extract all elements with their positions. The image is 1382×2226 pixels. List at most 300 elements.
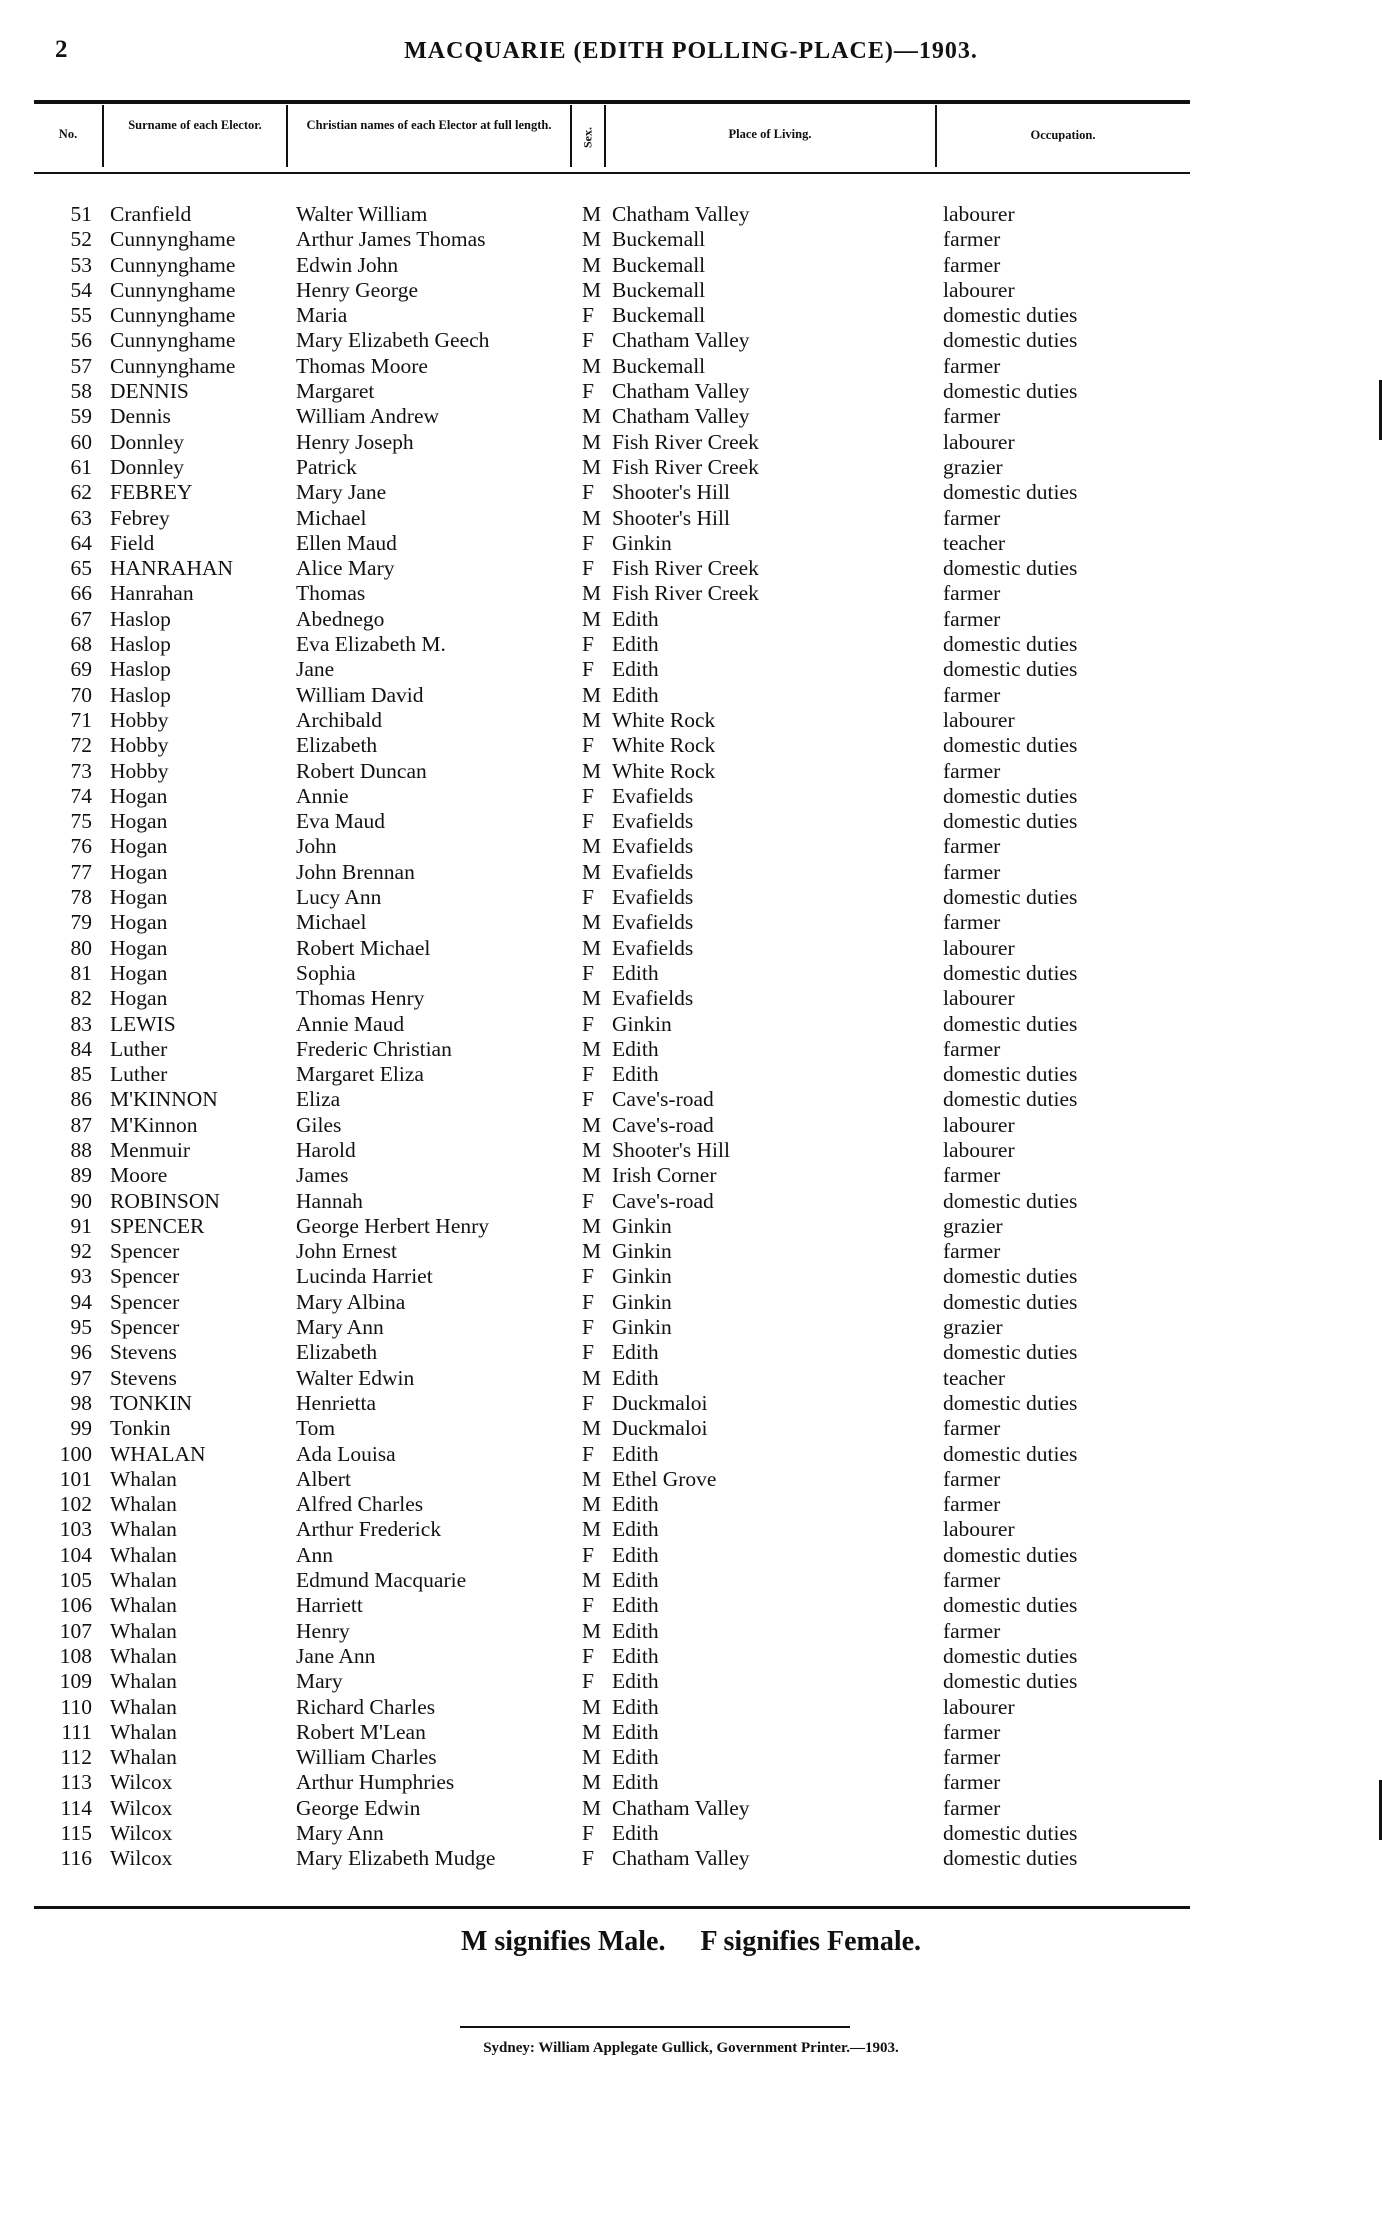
table-row xyxy=(0,1340,1382,1365)
entry-number: 81 xyxy=(70,960,92,985)
occupation: farmer xyxy=(943,606,1001,631)
sex: M xyxy=(582,1517,602,1542)
header-top-rule xyxy=(34,100,1190,104)
sex: F xyxy=(582,1062,594,1087)
table-row xyxy=(0,1517,1382,1542)
occupation: farmer xyxy=(943,758,1001,783)
occupation: labourer xyxy=(943,986,1015,1011)
table-row xyxy=(0,834,1382,859)
entry-number: 110 xyxy=(60,1694,92,1719)
surname: DENNIS xyxy=(110,379,189,404)
sex: M xyxy=(582,910,602,935)
place-of-living: Edith xyxy=(612,1770,659,1795)
entry-number: 74 xyxy=(70,783,92,808)
place-of-living: Edith xyxy=(612,1745,659,1770)
table-row xyxy=(0,632,1382,657)
place-of-living: Edith xyxy=(612,1618,659,1643)
place-of-living: Buckemall xyxy=(612,227,706,252)
entry-number: 97 xyxy=(70,1365,92,1390)
occupation: farmer xyxy=(943,1719,1001,1744)
place-of-living: Edith xyxy=(612,657,659,682)
table-row xyxy=(0,1416,1382,1441)
entry-number: 99 xyxy=(70,1416,92,1441)
place-of-living: Edith xyxy=(612,1568,659,1593)
occupation: farmer xyxy=(943,682,1001,707)
place-of-living: Edith xyxy=(612,1062,659,1087)
place-of-living: White Rock xyxy=(612,733,716,758)
occupation: domestic duties xyxy=(943,1593,1078,1618)
sex: F xyxy=(582,783,594,808)
occupation: domestic duties xyxy=(943,1264,1078,1289)
column-divider xyxy=(570,105,572,167)
place-of-living: Ginkin xyxy=(612,1239,672,1264)
table-row xyxy=(0,202,1382,227)
entry-number: 98 xyxy=(70,1390,92,1415)
header-bottom-rule xyxy=(34,172,1190,174)
table-row xyxy=(0,1391,1382,1416)
christian-names: Patrick xyxy=(296,454,357,479)
entry-number: 52 xyxy=(70,227,92,252)
christian-names: Alfred Charles xyxy=(296,1492,424,1517)
place-of-living: Evafields xyxy=(612,986,694,1011)
christian-names: Lucinda Harriet xyxy=(296,1264,433,1289)
christian-names: Annie xyxy=(296,783,349,808)
place-of-living: Edith xyxy=(612,1517,659,1542)
sex: M xyxy=(582,1492,602,1517)
christian-names: Maria xyxy=(296,303,348,328)
occupation: domestic duties xyxy=(943,1011,1078,1036)
table-row xyxy=(0,1821,1382,1846)
surname: Whalan xyxy=(110,1719,177,1744)
place-of-living: Shooter's Hill xyxy=(612,480,730,505)
christian-names: Henry Joseph xyxy=(296,429,414,454)
page-title: MACQUARIE (EDITH POLLING-PLACE)—1903. xyxy=(404,38,978,64)
table-row xyxy=(0,657,1382,682)
christian-names: Mary Albina xyxy=(296,1289,406,1314)
place-of-living: Shooter's Hill xyxy=(612,1137,730,1162)
occupation: domestic duties xyxy=(943,303,1078,328)
surname: M'Kinnon xyxy=(110,1112,198,1137)
christian-names: Giles xyxy=(296,1112,342,1137)
footer-rule xyxy=(460,2026,850,2028)
surname: Donnley xyxy=(110,429,185,454)
table-row xyxy=(0,455,1382,480)
legend-male: M signifies Male. xyxy=(460,1926,666,1957)
sex: M xyxy=(582,1568,602,1593)
column-header-place: Place of Living. xyxy=(728,127,812,141)
sex: F xyxy=(582,1264,594,1289)
entry-number: 77 xyxy=(70,859,92,884)
entry-number: 53 xyxy=(70,252,92,277)
column-header-christian: Christian names of each Elector at full length. xyxy=(306,118,552,132)
table-bottom-rule xyxy=(34,1906,1190,1909)
occupation: farmer xyxy=(943,1745,1001,1770)
sex: M xyxy=(582,429,602,454)
place-of-living: Evafields xyxy=(612,935,694,960)
surname: Cunnynghame xyxy=(110,303,236,328)
entry-number: 61 xyxy=(70,454,92,479)
place-of-living: Duckmaloi xyxy=(612,1390,708,1415)
christian-names: Jane Ann xyxy=(296,1643,376,1668)
sex: F xyxy=(582,632,594,657)
entry-number: 93 xyxy=(70,1264,92,1289)
sex: M xyxy=(582,1213,602,1238)
table-row xyxy=(0,1138,1382,1163)
table-row xyxy=(0,303,1382,328)
christian-names: Henry xyxy=(296,1618,350,1643)
sex: F xyxy=(582,328,594,353)
column-divider xyxy=(102,105,104,167)
entry-number: 100 xyxy=(59,1441,92,1466)
christian-names: Mary Elizabeth Geech xyxy=(296,328,490,353)
entry-number: 101 xyxy=(59,1466,92,1491)
sex: M xyxy=(582,1036,602,1061)
christian-names: Ellen Maud xyxy=(296,530,397,555)
christian-names: George Herbert Henry xyxy=(296,1213,490,1238)
surname: Hogan xyxy=(110,960,168,985)
place-of-living: Buckemall xyxy=(612,303,706,328)
table-row xyxy=(0,910,1382,935)
surname: ROBINSON xyxy=(110,1188,220,1213)
place-of-living: Edith xyxy=(612,1593,659,1618)
christian-names: Robert Michael xyxy=(296,935,431,960)
surname: Whalan xyxy=(110,1466,177,1491)
occupation: farmer xyxy=(943,353,1001,378)
sex: M xyxy=(582,404,602,429)
column-header-occupation: Occupation. xyxy=(1030,128,1096,142)
entry-number: 94 xyxy=(70,1289,92,1314)
occupation: domestic duties xyxy=(943,1188,1078,1213)
table-row xyxy=(0,1644,1382,1669)
sex: F xyxy=(582,530,594,555)
place-of-living: Edith xyxy=(612,1719,659,1744)
column-header-surname: Surname of each Elector. xyxy=(128,118,262,132)
surname: Whalan xyxy=(110,1694,177,1719)
place-of-living: Chatham Valley xyxy=(612,404,750,429)
sex: F xyxy=(582,809,594,834)
surname: Moore xyxy=(110,1163,168,1188)
surname: Cunnynghame xyxy=(110,252,236,277)
entry-number: 91 xyxy=(70,1213,92,1238)
christian-names: Hannah xyxy=(296,1188,363,1213)
entry-number: 51 xyxy=(70,202,92,226)
place-of-living: Ginkin xyxy=(612,1264,672,1289)
occupation: farmer xyxy=(943,227,1001,252)
entry-number: 84 xyxy=(70,1036,92,1061)
surname: Cunnynghame xyxy=(110,353,236,378)
occupation: farmer xyxy=(943,1568,1001,1593)
sex: M xyxy=(582,834,602,859)
elector-table xyxy=(0,202,1382,1872)
entry-number: 104 xyxy=(59,1542,92,1567)
occupation: labourer xyxy=(943,202,1015,226)
place-of-living: Buckemall xyxy=(612,277,706,302)
surname: Wilcox xyxy=(110,1770,173,1795)
christian-names: Ann xyxy=(296,1542,334,1567)
surname: Haslop xyxy=(110,606,171,631)
table-row xyxy=(0,1467,1382,1492)
place-of-living: Edith xyxy=(612,682,659,707)
occupation: grazier xyxy=(943,1315,1003,1340)
sex: M xyxy=(582,202,602,226)
surname: Tonkin xyxy=(110,1416,171,1441)
christian-names: Edmund Macquarie xyxy=(296,1568,467,1593)
surname: Donnley xyxy=(110,454,185,479)
table-row xyxy=(0,1770,1382,1795)
surname: Hanrahan xyxy=(110,581,194,606)
occupation: farmer xyxy=(943,910,1001,935)
place-of-living: Duckmaloi xyxy=(612,1416,708,1441)
sex: M xyxy=(582,1163,602,1188)
occupation: domestic duties xyxy=(943,1062,1078,1087)
surname: HANRAHAN xyxy=(110,556,234,581)
surname: Whalan xyxy=(110,1745,177,1770)
christian-names: Robert M'Lean xyxy=(296,1719,426,1744)
entry-number: 63 xyxy=(70,505,92,530)
christian-names: Thomas xyxy=(296,581,366,606)
surname: Hogan xyxy=(110,783,168,808)
table-row xyxy=(0,860,1382,885)
surname: Hogan xyxy=(110,809,168,834)
table-row xyxy=(0,227,1382,252)
table-row xyxy=(0,581,1382,606)
entry-number: 67 xyxy=(70,606,92,631)
entry-number: 79 xyxy=(70,910,92,935)
occupation: domestic duties xyxy=(943,1340,1078,1365)
occupation: domestic duties xyxy=(943,733,1078,758)
sex: M xyxy=(582,1112,602,1137)
place-of-living: Edith xyxy=(612,1036,659,1061)
sex: M xyxy=(582,1239,602,1264)
sex: M xyxy=(582,505,602,530)
sex: F xyxy=(582,1011,594,1036)
surname: Luther xyxy=(110,1062,168,1087)
table-row xyxy=(0,1366,1382,1391)
occupation: domestic duties xyxy=(943,1087,1078,1112)
place-of-living: Ginkin xyxy=(612,1213,672,1238)
entry-number: 92 xyxy=(70,1239,92,1264)
entry-number: 72 xyxy=(70,733,92,758)
occupation: farmer xyxy=(943,505,1001,530)
table-row xyxy=(0,1568,1382,1593)
sex: F xyxy=(582,556,594,581)
place-of-living: Chatham Valley xyxy=(612,379,750,404)
occupation: labourer xyxy=(943,277,1015,302)
christian-names: John Ernest xyxy=(296,1239,397,1264)
christian-names: Michael xyxy=(296,910,367,935)
surname: Hogan xyxy=(110,910,168,935)
legend-female: F signifies Female. xyxy=(700,1926,922,1957)
occupation: farmer xyxy=(943,1163,1001,1188)
sex-legend xyxy=(0,1926,1382,1958)
sex: F xyxy=(582,1643,594,1668)
occupation: domestic duties xyxy=(943,1441,1078,1466)
sex: F xyxy=(582,1188,594,1213)
sex: F xyxy=(582,303,594,328)
entry-number: 90 xyxy=(70,1188,92,1213)
surname: LEWIS xyxy=(110,1011,176,1036)
occupation: domestic duties xyxy=(943,1289,1078,1314)
christian-names: George Edwin xyxy=(296,1795,421,1820)
christian-names: Mary Ann xyxy=(296,1315,384,1340)
table-row xyxy=(0,885,1382,910)
sex: F xyxy=(582,1542,594,1567)
christian-names: Henrietta xyxy=(296,1390,376,1415)
sex: M xyxy=(582,1618,602,1643)
sex: F xyxy=(582,1315,594,1340)
occupation: grazier xyxy=(943,1213,1003,1238)
sex: M xyxy=(582,1365,602,1390)
place-of-living: Cave's-road xyxy=(612,1087,714,1112)
occupation: domestic duties xyxy=(943,657,1078,682)
place-of-living: Edith xyxy=(612,1542,659,1567)
table-row xyxy=(0,986,1382,1011)
place-of-living: Fish River Creek xyxy=(612,429,759,454)
place-of-living: Edith xyxy=(612,960,659,985)
christian-names: James xyxy=(296,1163,349,1188)
place-of-living: Evafields xyxy=(612,885,694,910)
place-of-living: Edith xyxy=(612,1340,659,1365)
christian-names: Elizabeth xyxy=(296,1340,378,1365)
surname: Spencer xyxy=(110,1289,180,1314)
surname: Whalan xyxy=(110,1568,177,1593)
place-of-living: Ginkin xyxy=(612,1011,672,1036)
surname: Haslop xyxy=(110,632,171,657)
christian-names: William David xyxy=(296,682,424,707)
christian-names: Margaret xyxy=(296,379,375,404)
occupation: labourer xyxy=(943,707,1015,732)
place-of-living: Cave's-road xyxy=(612,1112,714,1137)
christian-names: Mary xyxy=(296,1669,343,1694)
christian-names: Frederic Christian xyxy=(296,1036,452,1061)
sex: M xyxy=(582,707,602,732)
column-header-no: No. xyxy=(58,127,78,141)
christian-names: Eliza xyxy=(296,1087,341,1112)
place-of-living: Fish River Creek xyxy=(612,581,759,606)
entry-number: 111 xyxy=(61,1719,92,1744)
entry-number: 87 xyxy=(70,1112,92,1137)
entry-number: 69 xyxy=(70,657,92,682)
place-of-living: Chatham Valley xyxy=(612,328,750,353)
surname: Luther xyxy=(110,1036,168,1061)
table-row xyxy=(0,1113,1382,1138)
entry-number: 103 xyxy=(59,1517,92,1542)
surname: Hogan xyxy=(110,834,168,859)
occupation: farmer xyxy=(943,581,1001,606)
sex: M xyxy=(582,353,602,378)
table-row xyxy=(0,1745,1382,1770)
occupation: domestic duties xyxy=(943,480,1078,505)
table-row xyxy=(0,1087,1382,1112)
occupation: domestic duties xyxy=(943,885,1078,910)
occupation: labourer xyxy=(943,935,1015,960)
christian-names: Margaret Eliza xyxy=(296,1062,424,1087)
sex: M xyxy=(582,581,602,606)
place-of-living: Buckemall xyxy=(612,353,706,378)
entry-number: 83 xyxy=(70,1011,92,1036)
entry-number: 113 xyxy=(60,1770,92,1795)
occupation: labourer xyxy=(943,1137,1015,1162)
sex: F xyxy=(582,733,594,758)
entry-number: 56 xyxy=(70,328,92,353)
entry-number: 115 xyxy=(60,1821,92,1845)
table-row xyxy=(0,1062,1382,1087)
surname: Haslop xyxy=(110,657,171,682)
place-of-living: Cave's-road xyxy=(612,1188,714,1213)
christian-names: Arthur James Thomas xyxy=(296,227,486,252)
occupation: domestic duties xyxy=(943,1821,1078,1845)
surname: Cunnynghame xyxy=(110,328,236,353)
place-of-living: Ginkin xyxy=(612,1289,672,1314)
surname: Wilcox xyxy=(110,1795,173,1820)
christian-names: Harold xyxy=(296,1137,356,1162)
surname: WHALAN xyxy=(110,1441,206,1466)
occupation: domestic duties xyxy=(943,632,1078,657)
sex: F xyxy=(582,1846,594,1871)
sex: M xyxy=(582,1416,602,1441)
table-row xyxy=(0,1619,1382,1644)
place-of-living: Edith xyxy=(612,632,659,657)
christian-names: John xyxy=(296,834,337,859)
page-number: 2 xyxy=(55,36,68,63)
table-row xyxy=(0,253,1382,278)
entry-number: 71 xyxy=(70,707,92,732)
entry-number: 68 xyxy=(70,632,92,657)
place-of-living: Evafields xyxy=(612,859,694,884)
place-of-living: Irish Corner xyxy=(612,1163,717,1188)
occupation: grazier xyxy=(943,454,1003,479)
surname: Cunnynghame xyxy=(110,277,236,302)
sex: F xyxy=(582,960,594,985)
christian-names: Thomas Moore xyxy=(296,353,428,378)
surname: Wilcox xyxy=(110,1821,173,1845)
sex: F xyxy=(582,1441,594,1466)
surname: Hobby xyxy=(110,707,169,732)
surname: Cranfield xyxy=(110,202,192,226)
table-row xyxy=(0,733,1382,758)
occupation: labourer xyxy=(943,1112,1015,1137)
occupation: farmer xyxy=(943,859,1001,884)
christian-names: Edwin John xyxy=(296,252,399,277)
occupation: domestic duties xyxy=(943,328,1078,353)
sex: M xyxy=(582,227,602,252)
sex: M xyxy=(582,252,602,277)
surname: Dennis xyxy=(110,404,171,429)
christian-names: Eva Elizabeth M. xyxy=(296,632,446,657)
christian-names: Archibald xyxy=(296,707,382,732)
christian-names: Harriett xyxy=(296,1593,363,1618)
place-of-living: Evafields xyxy=(612,910,694,935)
surname: Hogan xyxy=(110,885,168,910)
occupation: farmer xyxy=(943,1492,1001,1517)
entry-number: 55 xyxy=(70,303,92,328)
entry-number: 107 xyxy=(59,1618,92,1643)
christian-names: John Brennan xyxy=(296,859,415,884)
occupation: domestic duties xyxy=(943,783,1078,808)
table-row xyxy=(0,809,1382,834)
table-row xyxy=(0,430,1382,455)
christian-names: William Andrew xyxy=(296,404,440,429)
christian-names: Ada Louisa xyxy=(296,1441,396,1466)
surname: Stevens xyxy=(110,1365,177,1390)
occupation: domestic duties xyxy=(943,1643,1078,1668)
sex: M xyxy=(582,682,602,707)
christian-names: Mary Ann xyxy=(296,1821,384,1845)
occupation: farmer xyxy=(943,1036,1001,1061)
occupation: domestic duties xyxy=(943,379,1078,404)
christian-names: Alice Mary xyxy=(296,556,395,581)
surname: M'KINNON xyxy=(110,1087,218,1112)
